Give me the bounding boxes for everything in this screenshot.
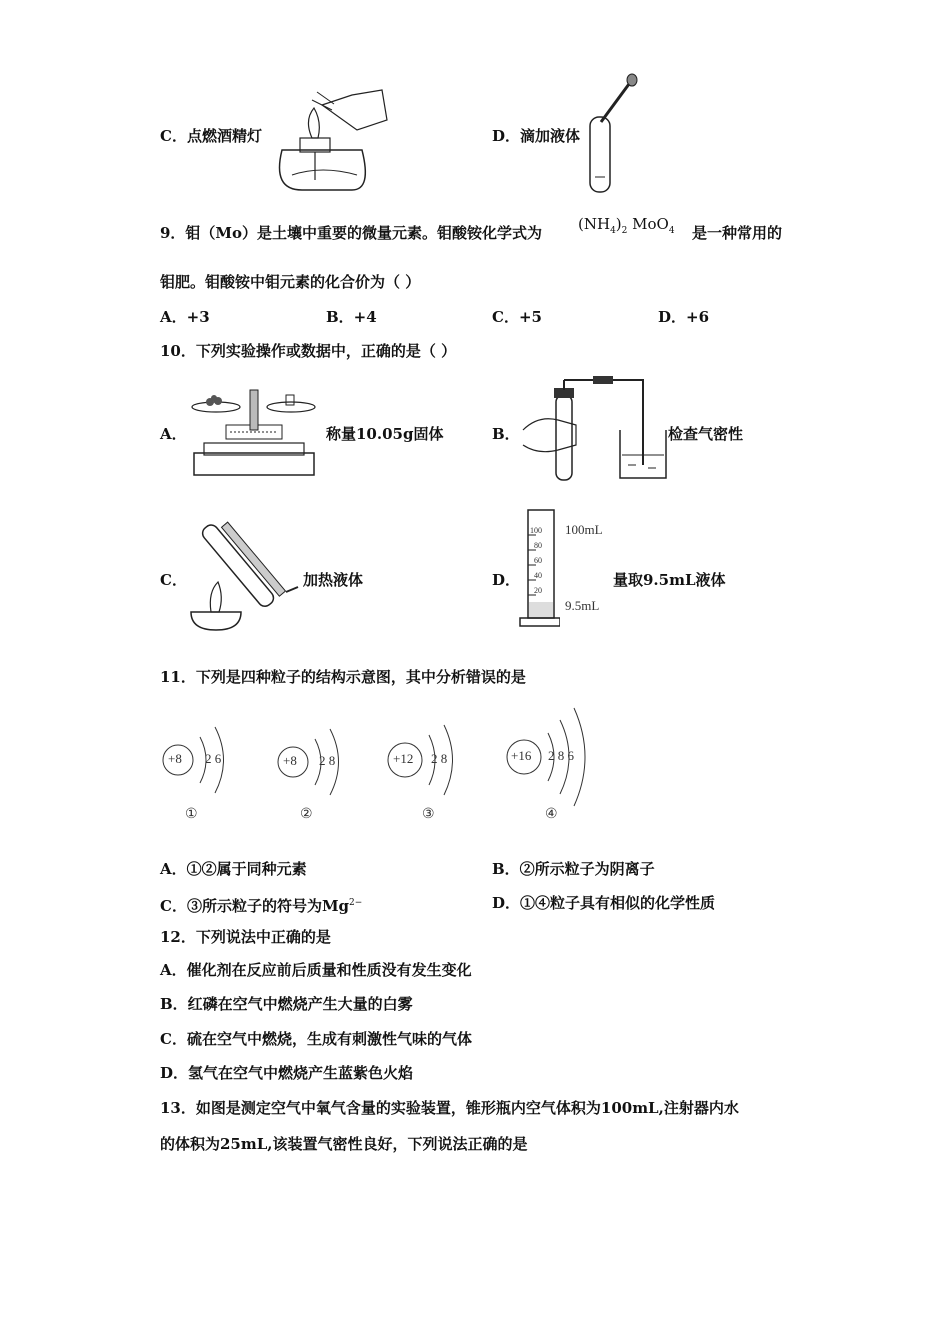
cylinder-bottom-label: 9.5mL [565,598,600,613]
atom-2-nucleus: +8 [283,753,297,768]
q8-option-d: D．滴加液体 [492,127,581,145]
q10-stem: 10．下列实验操作或数据中，正确的是（ ） [160,342,457,360]
q9-option-b: B．+4 [326,308,377,326]
atom-2-shells-text: 2 8 [319,753,336,768]
q9-stem-c: 钼肥。钼酸铵中钼元素的化合价为（ ） [160,273,421,291]
q11-option-d: D．①④粒子具有相似的化学性质 [492,894,716,912]
balance-scale-figure [186,385,322,480]
q10-option-d-letter: D． [492,571,521,589]
q12-option-a: A．催化剂在反应前后质量和性质没有发生变化 [160,961,472,979]
q9-option-a: A．+3 [160,308,210,326]
q10-option-b-letter: B． [492,425,520,443]
q9-stem-b: 是一种常用的 [692,224,783,242]
airtightness-check-figure [518,370,668,482]
q11-option-c: C．③所示粒子的符号为$Mg^{2-}$ [160,897,363,915]
q12-option-c: C．硫在空气中燃烧，生成有刺激性气味的气体 [160,1030,472,1048]
q10-option-c-text: 加热液体 [303,571,364,589]
atom-4-shells-text: 2 8 6 [548,748,574,763]
atom-3-label: ③ [422,807,435,822]
q10-option-a-text: 称量10.05g固体 [326,425,444,443]
q13-stem-line1: 13．如图是测定空气中氧气含量的实验装置，锥形瓶内空气体积为100mL,注射器内水 [160,1099,739,1117]
atom-3-nucleus: +12 [393,751,414,766]
cylinder-top-label: 100mL [565,522,603,537]
q9-formula: $(NH_4)_2$ MoO$_4$ [578,215,675,236]
heating-liquid-figure [186,512,301,632]
atom-4-nucleus: +16 [511,748,532,763]
q10-option-a-letter: A． [160,425,187,443]
atom-4-label: ④ [545,807,558,822]
atom-3-shells-text: 2 8 [431,751,448,766]
q13-stem-line2: 的体积为25mL,该装置气密性良好，下列说法正确的是 [160,1135,528,1153]
q10-option-c-letter: C． [160,571,187,589]
q10-option-d-text: 量取9.5mL液体 [613,571,726,589]
atom-1-label: ① [185,807,198,822]
cyl-tick-60: 60 [534,556,542,565]
cyl-tick-20: 20 [534,586,542,595]
cyl-tick-100: 100 [530,526,542,535]
q12-option-d: D．氢气在空气中燃烧产生蓝紫色火焰 [160,1064,414,1082]
dropping-liquid-figure [585,72,645,197]
q11-option-a: A．①②属于同种元素 [160,860,307,878]
q12-option-b: B．红磷在空气中燃烧产生大量的白雾 [160,995,413,1013]
cyl-tick-80: 80 [534,541,542,550]
q11-stem: 11．下列是四种粒子的结构示意图，其中分析错误的是 [160,668,526,686]
lighting-alcohol-lamp-figure [262,80,392,195]
atomic-structure-diagrams [160,705,600,830]
q11-option-b: B．②所示粒子为阴离子 [492,860,655,878]
atom-1-nucleus: +8 [168,751,182,766]
q10-option-b-text: 检查气密性 [668,425,744,443]
q9-stem-a: 9．钼（Mo）是土壤中重要的微量元素。钼酸铵化学式为 [160,224,543,242]
q9-option-c: C．+5 [492,308,542,326]
q8-option-c: C．点燃酒精灯 [160,127,262,145]
q12-stem: 12．下列说法中正确的是 [160,928,331,946]
atom-2-label: ② [300,807,313,822]
graduated-cylinder-figure [518,505,560,630]
cyl-tick-40: 40 [534,571,542,580]
q9-option-d: D．+6 [658,308,710,326]
atom-1-shells-text: 2 6 [205,751,222,766]
